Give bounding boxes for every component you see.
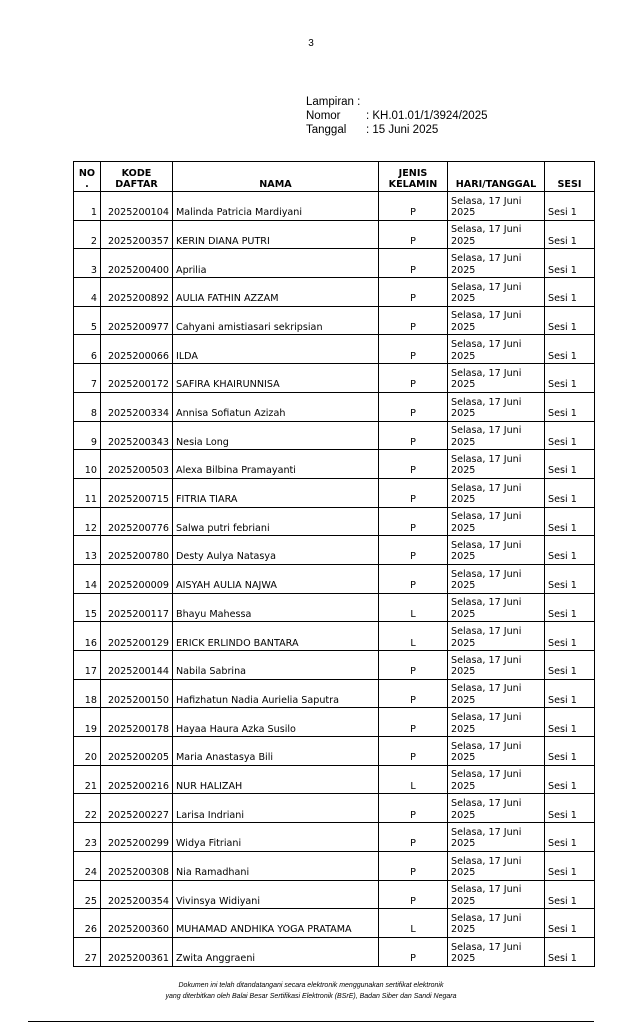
row-no: 10 [74,450,101,479]
row-nama: Annisa Sofiatun Azizah [173,392,379,421]
row-jenis-kelamin: P [379,536,448,565]
row-kode-daftar: 2025200104 [101,192,173,221]
row-hari-tanggal-line1: Selasa, 17 Juni [451,626,522,637]
row-hari-tanggal-line1: Selasa, 17 Juni [451,941,522,953]
row-sesi: Sesi 1 [545,192,595,221]
row-sesi: Sesi 1 [545,909,595,938]
table-row [74,880,595,909]
row-jenis-kelamin: P [379,220,448,249]
row-sesi: Sesi 1 [545,507,595,536]
row-hari-tanggal [448,622,545,651]
row-hari-tanggal-line1: Selasa, 17 Juni [451,453,522,465]
row-nama: Vivinsya Widiyani [173,880,379,909]
nomor-value: : KH.01.01/1/3924/2025 [366,110,488,122]
table-row [74,220,595,249]
table-row [74,421,595,450]
row-hari-tanggal-line2: 2025 [451,838,476,850]
row-kode-daftar: 2025200117 [101,593,173,622]
row-nama: Salwa putri febriani [173,507,379,536]
signature-footer [0,980,622,1002]
row-hari-tanggal-line2: 2025 [451,809,476,821]
row-hari-tanggal [448,278,545,307]
row-sesi: Sesi 1 [545,220,595,249]
row-sesi: Sesi 1 [545,851,595,880]
row-hari-tanggal-line2: 2025 [451,207,476,219]
header-no [74,162,101,192]
row-no: 16 [74,622,101,651]
row-no: 14 [74,564,101,593]
row-kode-daftar: 2025200066 [101,335,173,364]
row-no: 17 [74,651,101,680]
row-hari-tanggal [448,335,545,364]
row-no: 5 [74,306,101,335]
row-jenis-kelamin: P [379,478,448,507]
row-hari-tanggal [448,564,545,593]
row-nama: Nesia Long [173,421,379,450]
row-sesi: Sesi 1 [545,679,595,708]
row-hari-tanggal-line1: Selasa, 17 Juni [451,712,522,724]
row-hari-tanggal-line2: 2025 [451,293,476,305]
table-row [74,392,595,421]
table-row [74,564,595,593]
row-kode-daftar: 2025200178 [101,708,173,737]
row-hari-tanggal [448,880,545,909]
row-hari-tanggal [448,593,545,622]
row-kode-daftar: 2025200776 [101,507,173,536]
row-hari-tanggal-line2: 2025 [451,264,476,276]
table-row [74,708,595,737]
row-hari-tanggal [448,192,545,221]
row-hari-tanggal-line2: 2025 [451,551,476,563]
row-kode-daftar: 2025200354 [101,880,173,909]
row-jenis-kelamin: P [379,794,448,823]
table-row [74,478,595,507]
row-hari-tanggal-line1: Selasa, 17 Juni [451,396,522,408]
row-hari-tanggal-line2: 2025 [451,867,476,878]
header-nama: NAMA [173,162,379,192]
row-hari-tanggal-line1: Selasa, 17 Juni [451,195,522,207]
row-sesi: Sesi 1 [545,450,595,479]
row-sesi: Sesi 1 [545,708,595,737]
row-nama: Nia Ramadhani [173,851,379,880]
tanggal-row [306,123,488,137]
row-hari-tanggal-line1: Selasa, 17 Juni [451,482,522,494]
row-hari-tanggal-line2: 2025 [451,465,476,477]
table-header-row [74,162,595,192]
row-kode-daftar: 2025200400 [101,249,173,278]
row-hari-tanggal [448,651,545,680]
row-hari-tanggal-line1: Selasa, 17 Juni [451,884,522,896]
row-jenis-kelamin: P [379,364,448,393]
row-hari-tanggal [448,737,545,766]
row-jenis-kelamin: P [379,823,448,852]
row-nama: Zwita Anggraeni [173,937,379,966]
row-no: 20 [74,737,101,766]
row-hari-tanggal [448,679,545,708]
row-kode-daftar: 2025200144 [101,651,173,680]
table-row [74,737,595,766]
row-hari-tanggal-line1: Selasa, 17 Juni [451,539,522,551]
row-kode-daftar: 2025200715 [101,478,173,507]
row-kode-daftar: 2025200172 [101,364,173,393]
row-nama: NUR HALIZAH [173,765,379,794]
row-sesi: Sesi 1 [545,421,595,450]
row-hari-tanggal-line1: Selasa, 17 Juni [451,310,522,322]
row-nama: MUHAMAD ANDHIKA YOGA PRATAMA [173,909,379,938]
table-row [74,278,595,307]
row-nama: Nabila Sabrina [173,651,379,680]
row-kode-daftar: 2025200216 [101,765,173,794]
row-sesi: Sesi 1 [545,564,595,593]
row-sesi: Sesi 1 [545,249,595,278]
row-hari-tanggal-line1: Selasa, 17 Juni [451,912,522,924]
row-hari-tanggal-line1: Selasa, 17 Juni [451,224,522,236]
row-hari-tanggal-line1: Selasa, 17 Juni [451,339,522,351]
row-kode-daftar: 2025200299 [101,823,173,852]
row-no: 21 [74,765,101,794]
row-jenis-kelamin: P [379,507,448,536]
row-hari-tanggal [448,450,545,479]
row-nama: Hayaa Haura Azka Susilo [173,708,379,737]
row-hari-tanggal [448,794,545,823]
row-no: 13 [74,536,101,565]
table-row [74,593,595,622]
row-hari-tanggal-line2: 2025 [451,494,476,506]
row-no: 3 [74,249,101,278]
lampiran-block [306,95,488,137]
row-jenis-kelamin: P [379,679,448,708]
row-jenis-kelamin: P [379,306,448,335]
row-sesi: Sesi 1 [545,880,595,909]
page-number: 3 [308,38,314,49]
row-sesi: Sesi 1 [545,536,595,565]
row-sesi: Sesi 1 [545,278,595,307]
row-nama: ILDA [173,335,379,364]
row-kode-daftar: 2025200150 [101,679,173,708]
row-nama: Malinda Patricia Mardiyani [173,192,379,221]
row-hari-tanggal-line2: 2025 [451,752,476,764]
table-row [74,823,595,852]
row-sesi: Sesi 1 [545,364,595,393]
row-nama: Hafizhatun Nadia Aurielia Saputra [173,679,379,708]
header-kode-line1: KODE [121,168,152,179]
row-hari-tanggal-line1: Selasa, 17 Juni [451,511,522,523]
row-hari-tanggal-line1: Selasa, 17 Juni [451,425,522,437]
header-sesi: SESI [545,162,595,192]
row-kode-daftar: 2025200780 [101,536,173,565]
row-no: 9 [74,421,101,450]
row-hari-tanggal-line1: Selasa, 17 Juni [451,855,522,867]
header-no-line1: NO [78,168,96,179]
row-no: 12 [74,507,101,536]
row-kode-daftar: 2025200360 [101,909,173,938]
table-row [74,851,595,880]
row-hari-tanggal-line1: Selasa, 17 Juni [451,798,522,810]
lampiran-heading: Lampiran : [306,96,361,108]
row-hari-tanggal [448,220,545,249]
header-kode [101,162,173,192]
row-no: 6 [74,335,101,364]
row-sesi: Sesi 1 [545,335,595,364]
row-sesi: Sesi 1 [545,823,595,852]
row-hari-tanggal [448,392,545,421]
row-nama: Aprilia [173,249,379,278]
row-no: 26 [74,909,101,938]
row-hari-tanggal [448,364,545,393]
row-jenis-kelamin: P [379,651,448,680]
row-jenis-kelamin: P [379,335,448,364]
row-nama: Alexa Bilbina Pramayanti [173,450,379,479]
row-nama: Cahyani amistiasari sekripsian [173,306,379,335]
row-jenis-kelamin: P [379,564,448,593]
row-jenis-kelamin: L [379,765,448,794]
nomor-row [306,109,488,123]
row-hari-tanggal-line2: 2025 [451,379,476,391]
row-hari-tanggal-line2: 2025 [451,780,476,792]
row-nama: SAFIRA KHAIRUNNISA [173,364,379,393]
row-hari-tanggal-line1: Selasa, 17 Juni [451,654,522,666]
row-hari-tanggal-line1: Selasa, 17 Juni [451,281,522,293]
row-kode-daftar: 2025200361 [101,937,173,966]
row-no: 2 [74,220,101,249]
row-hari-tanggal [448,937,545,966]
row-kode-daftar: 2025200308 [101,851,173,880]
table-row [74,937,595,966]
row-hari-tanggal-line1: Selasa, 17 Juni [451,683,522,695]
table-row [74,192,595,221]
row-hari-tanggal-line2: 2025 [451,522,476,534]
row-kode-daftar: 2025200129 [101,622,173,651]
row-hari-tanggal-line1: Selasa, 17 Juni [451,826,522,838]
row-jenis-kelamin: L [379,593,448,622]
table-row [74,536,595,565]
row-kode-daftar: 2025200503 [101,450,173,479]
row-kode-daftar: 2025200343 [101,421,173,450]
row-hari-tanggal [448,909,545,938]
row-hari-tanggal-line1: Selasa, 17 Juni [451,367,522,379]
row-nama: Widya Fitriani [173,823,379,852]
tanggal-label: Tanggal [306,124,347,136]
table-row [74,651,595,680]
row-nama: KERIN DIANA PUTRI [173,220,379,249]
row-kode-daftar: 2025200977 [101,306,173,335]
header-jenis-kelamin [379,162,448,192]
row-sesi: Sesi 1 [545,937,595,966]
row-no: 24 [74,851,101,880]
table-row [74,335,595,364]
participant-table [73,161,595,967]
row-nama: Bhayu Mahessa [173,593,379,622]
row-hari-tanggal [448,421,545,450]
row-nama: Maria Anastasya Bili [173,737,379,766]
row-kode-daftar: 2025200357 [101,220,173,249]
row-sesi: Sesi 1 [545,622,595,651]
table-row [74,249,595,278]
row-jenis-kelamin: P [379,851,448,880]
row-hari-tanggal-line1: Selasa, 17 Juni [451,597,522,609]
row-nama: FITRIA TIARA [173,478,379,507]
row-no: 23 [74,823,101,852]
row-sesi: Sesi 1 [545,737,595,766]
table-row [74,794,595,823]
row-hari-tanggal-line1: Selasa, 17 Juni [451,253,522,265]
row-hari-tanggal-line2: 2025 [451,694,476,706]
row-no: 22 [74,794,101,823]
table-row [74,306,595,335]
row-sesi: Sesi 1 [545,478,595,507]
row-jenis-kelamin: P [379,249,448,278]
bottom-divider [28,1021,594,1022]
header-jk-line2: KELAMIN [388,179,438,190]
row-hari-tanggal-line2: 2025 [451,408,476,419]
footer-line-1: Dokumen ini telah ditandatangani secara elektronik menggunakan sertifikat elektronik [178,982,444,989]
row-hari-tanggal [448,507,545,536]
row-no: 8 [74,392,101,421]
header-kode-line2: DAFTAR [115,179,158,190]
table-row [74,909,595,938]
row-jenis-kelamin: P [379,708,448,737]
row-hari-tanggal-line2: 2025 [451,608,476,620]
row-kode-daftar: 2025200227 [101,794,173,823]
row-no: 19 [74,708,101,737]
row-jenis-kelamin: P [379,450,448,479]
row-nama: Larisa Indriani [173,794,379,823]
row-no: 1 [74,192,101,221]
footer-line-2: yang diterbitkan oleh Balai Besar Sertifikasi Elektronik (BSrE), Badan Siber dan Sandi Negara [165,993,457,1000]
row-hari-tanggal [448,249,545,278]
row-hari-tanggal-line2: 2025 [451,350,476,362]
tanggal-value: : 15 Juni 2025 [366,124,439,136]
table-row [74,765,595,794]
row-hari-tanggal [448,478,545,507]
row-no: 11 [74,478,101,507]
row-hari-tanggal [448,851,545,880]
row-hari-tanggal-line2: 2025 [451,953,476,965]
row-hari-tanggal-line2: 2025 [451,235,476,247]
row-no: 7 [74,364,101,393]
row-hari-tanggal-line1: Selasa, 17 Juni [451,769,522,781]
row-sesi: Sesi 1 [545,651,595,680]
row-hari-tanggal-line1: Selasa, 17 Juni [451,568,522,580]
row-kode-daftar: 2025200205 [101,737,173,766]
header-no-line2: . [85,179,89,190]
row-no: 25 [74,880,101,909]
nomor-label: Nomor [306,110,341,122]
row-hari-tanggal-line2: 2025 [451,436,476,448]
row-hari-tanggal [448,536,545,565]
row-no: 18 [74,679,101,708]
row-nama: Desty Aulya Natasya [173,536,379,565]
row-jenis-kelamin: P [379,880,448,909]
row-nama: AISYAH AULIA NAJWA [173,564,379,593]
header-hari-tanggal: HARI/TANGGAL [448,162,545,192]
row-sesi: Sesi 1 [545,593,595,622]
row-jenis-kelamin: P [379,937,448,966]
table-row [74,507,595,536]
row-no: 15 [74,593,101,622]
row-no: 4 [74,278,101,307]
row-jenis-kelamin: L [379,622,448,651]
row-kode-daftar: 2025200009 [101,564,173,593]
header-jk-line1: JENIS [398,168,428,179]
row-hari-tanggal [448,823,545,852]
row-hari-tanggal [448,708,545,737]
row-jenis-kelamin: L [379,909,448,938]
row-no: 27 [74,937,101,966]
row-jenis-kelamin: P [379,392,448,421]
row-hari-tanggal-line2: 2025 [451,666,476,678]
row-hari-tanggal [448,306,545,335]
row-hari-tanggal-line1: Selasa, 17 Juni [451,740,522,752]
row-jenis-kelamin: P [379,737,448,766]
row-jenis-kelamin: P [379,278,448,307]
row-sesi: Sesi 1 [545,392,595,421]
row-kode-daftar: 2025200334 [101,392,173,421]
row-nama: AULIA FATHIN AZZAM [173,278,379,307]
row-hari-tanggal-line2: 2025 [451,723,476,735]
row-sesi: Sesi 1 [545,306,595,335]
row-sesi: Sesi 1 [545,794,595,823]
table-row [74,450,595,479]
row-sesi: Sesi 1 [545,765,595,794]
table-row [74,679,595,708]
row-kode-daftar: 2025200892 [101,278,173,307]
row-hari-tanggal [448,765,545,794]
row-jenis-kelamin: P [379,192,448,221]
row-jenis-kelamin: P [379,421,448,450]
row-hari-tanggal-line2: 2025 [451,895,476,907]
row-hari-tanggal-line2: 2025 [451,580,476,592]
row-hari-tanggal-line2: 2025 [451,924,476,936]
row-hari-tanggal-line2: 2025 [451,637,476,649]
table-row [74,622,595,651]
table-row [74,364,595,393]
row-nama: ERICK ERLINDO BANTARA [173,622,379,651]
row-hari-tanggal-line2: 2025 [451,321,476,333]
